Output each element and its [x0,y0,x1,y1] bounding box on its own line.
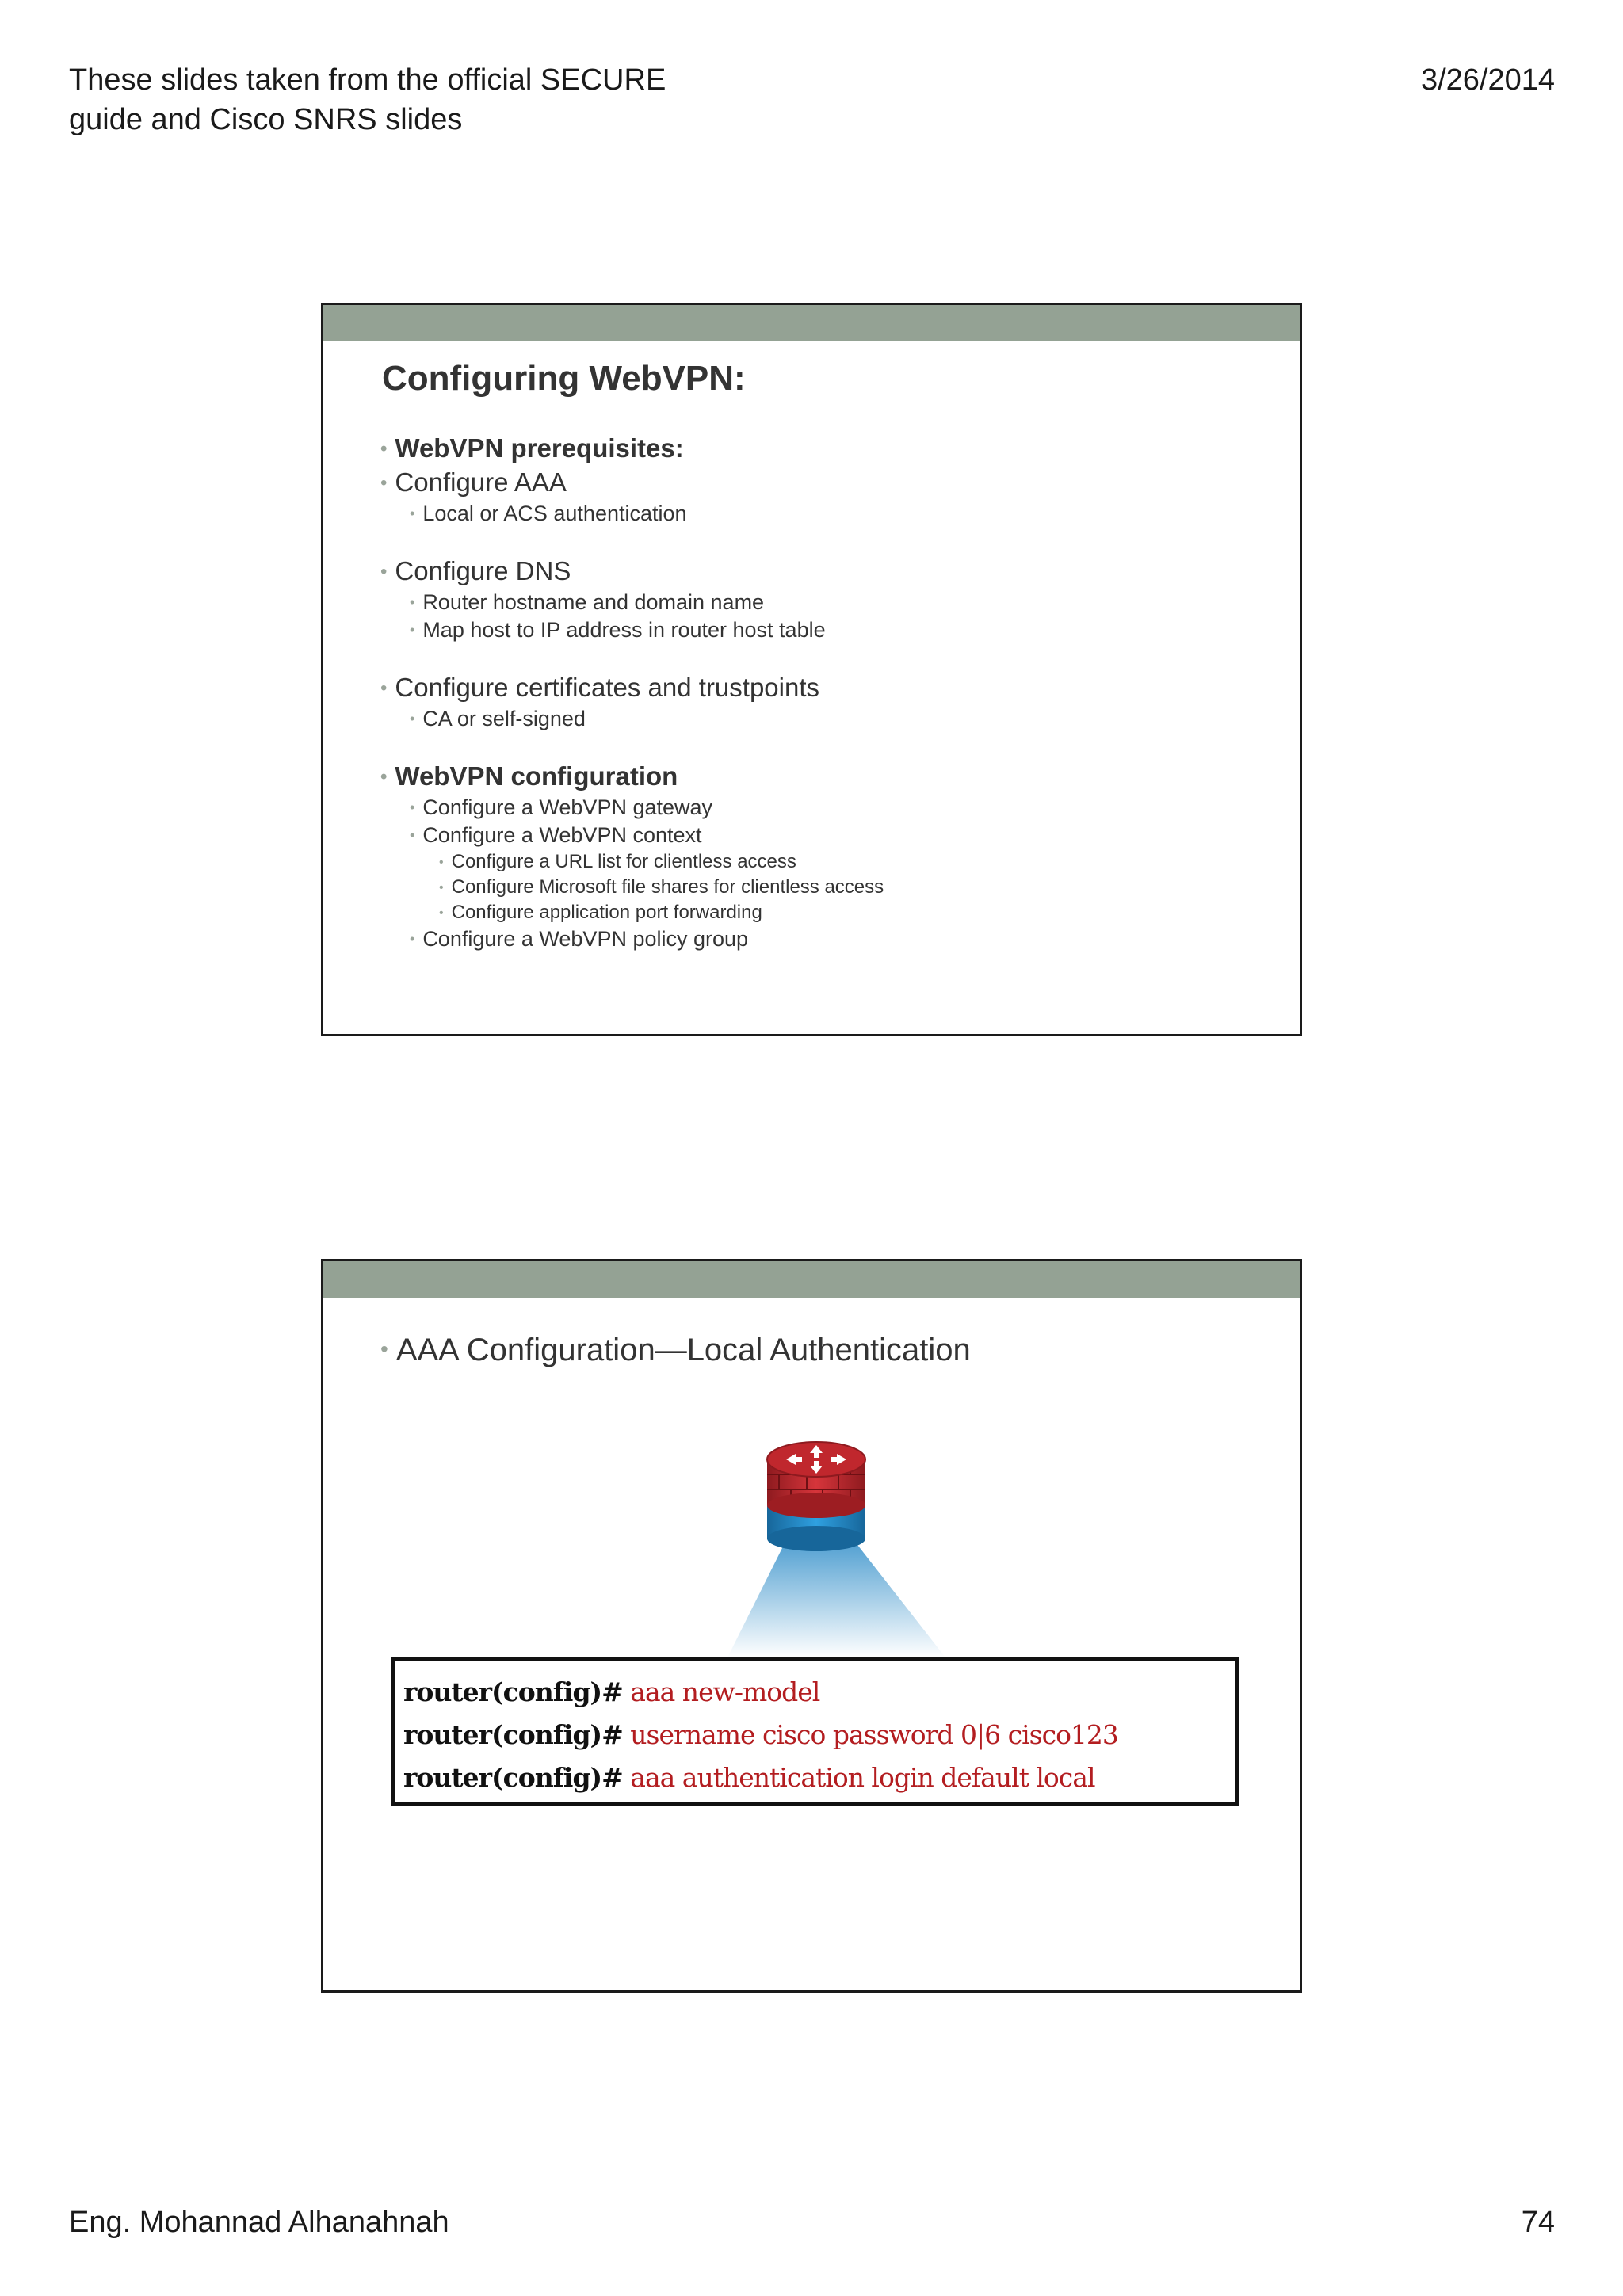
slide-title-bar [323,305,1300,341]
cli-prompt: router(config)# [403,1676,623,1707]
header-date: 3/26/2014 [1420,63,1555,97]
bullet-icon: • [380,472,388,494]
slide-title-bar [323,1261,1300,1298]
slide-bullet: • AAA Configuration—Local Authentication [380,1333,971,1367]
sub-bullet-item: • CA or self-signed [380,705,1268,733]
bullet-icon: • [410,622,415,638]
bullet-icon: • [439,881,444,894]
bullet-icon: • [439,906,444,920]
cli-line [403,1714,1228,1756]
cli-prompt: router(config)# [403,1762,623,1793]
cli-prompt: router(config)# [403,1719,623,1750]
cli-code-box [391,1657,1239,1806]
sub-bullet-item: • Map host to IP address in router host table [380,616,1268,644]
cli-command: aaa new-model [630,1676,820,1707]
bullet-icon: • [410,931,415,947]
bullet-item: • Configure AAA [380,466,1268,500]
bullet-item: • Configure certificates and trustpoints [380,671,1268,705]
bullet-icon: • [410,827,415,843]
bullet-icon: • [380,1337,388,1361]
bullet-icon: • [410,711,415,727]
footer-author: Eng. Mohannad Alhanahnah [69,2206,449,2239]
sub-bullet-item: • Router hostname and domain name [380,589,1268,616]
sub-bullet-item: • Local or ACS authentication [380,500,1268,528]
bullet-icon: • [410,505,415,521]
router-firewall-icon [664,1428,1013,1657]
sub-sub-bullet-item: • Configure a URL list for clientless access [380,849,1268,875]
cli-command: aaa authentication login default local [630,1762,1095,1793]
bullet-icon: • [410,594,415,610]
bullet-icon: • [380,561,388,582]
bullet-item: • WebVPN prerequisites: [380,432,1268,466]
bullet-icon: • [410,799,415,815]
sub-bullet-item: • Configure a WebVPN policy group [380,925,1268,953]
cli-line [403,1756,1228,1799]
sub-bullet-item: • Configure a WebVPN gateway [380,794,1268,822]
bullet-icon: • [380,677,388,699]
sub-sub-bullet-item: • Configure application port forwarding [380,900,1268,925]
bullet-item: • Configure DNS [380,555,1268,589]
page-number: 74 [1521,2206,1555,2239]
cli-line [403,1671,1228,1714]
slide-title: Configuring WebVPN: [382,359,746,398]
slide-aaa-local-auth [321,1259,1302,1993]
header-title: These slides taken from the official SECURE guide and Cisco SNRS slides [69,63,666,136]
bullet-icon: • [380,438,388,460]
bullet-icon: • [439,856,444,869]
bullet-icon: • [380,766,388,788]
sub-sub-bullet-item: • Configure Microsoft file shares for clientless access [380,875,1268,900]
cli-command: username cisco password 0|6 cisco123 [630,1719,1118,1750]
bullet-list [380,432,1268,953]
bullet-item: • WebVPN configuration [380,760,1268,794]
sub-bullet-item: • Configure a WebVPN context [380,822,1268,849]
slide-configuring-webvpn [321,303,1302,1036]
